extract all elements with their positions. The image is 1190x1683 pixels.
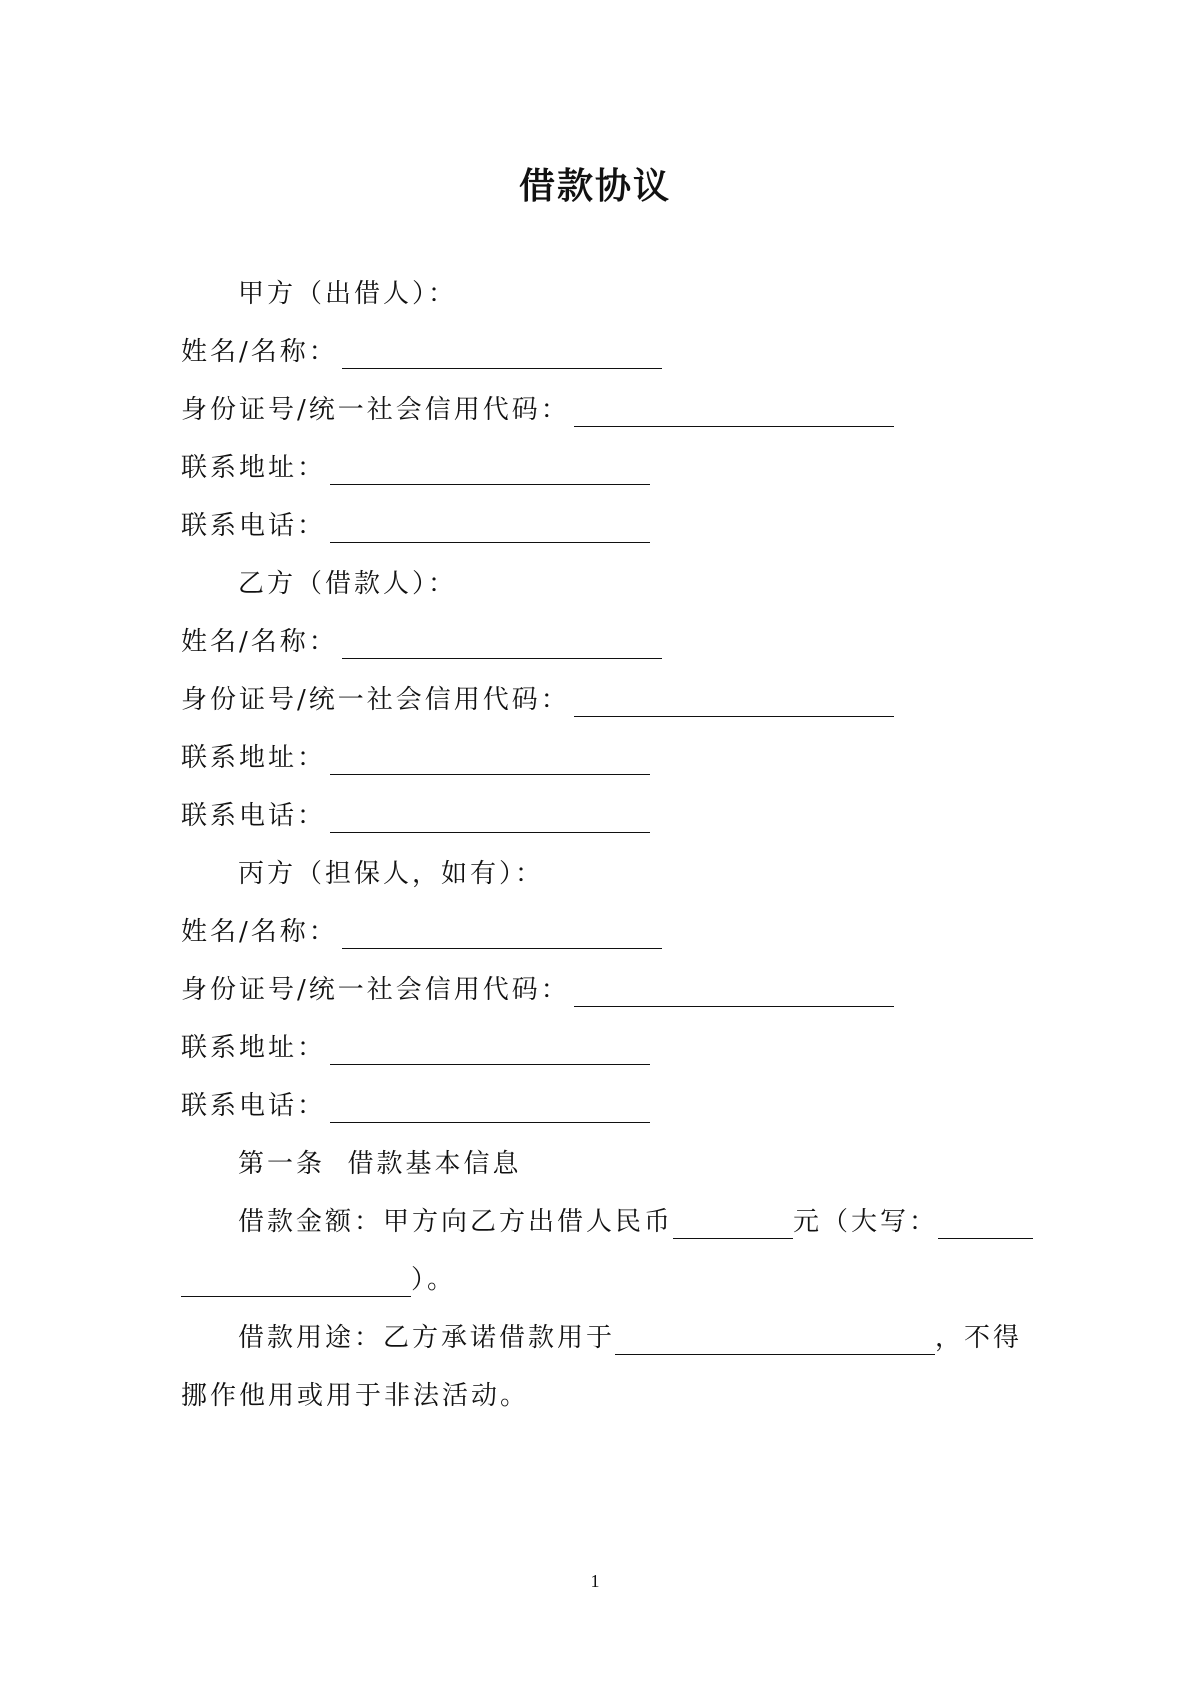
party-a-address-label: 联系地址：	[181, 453, 327, 483]
party-c-phone-field[interactable]	[330, 1094, 650, 1123]
loan-purpose-suffix: ，不得	[935, 1323, 1023, 1353]
loan-purpose-field[interactable]	[615, 1326, 935, 1355]
party-b-name-row	[181, 625, 662, 659]
party-a-phone-field[interactable]	[330, 514, 650, 543]
party-b-address-row	[181, 741, 650, 775]
party-a-name-label: 姓名/名称：	[181, 337, 338, 367]
party-c-address-field[interactable]	[330, 1036, 650, 1065]
party-c-phone-label: 联系电话：	[181, 1091, 327, 1121]
party-b-address-field[interactable]	[330, 746, 650, 775]
loan-amount-words-field-start[interactable]	[938, 1210, 1033, 1239]
party-a-id-label: 身份证号/统一社会信用代码：	[181, 395, 570, 425]
party-b-address-label: 联系地址：	[181, 743, 327, 773]
party-a-phone-label: 联系电话：	[181, 511, 327, 541]
party-c-address-row	[181, 1031, 650, 1065]
party-b-id-row	[181, 683, 894, 717]
loan-amount-words-field-end[interactable]	[181, 1268, 411, 1297]
party-b-heading: 乙方（借款人）：	[238, 569, 458, 599]
party-b-name-label: 姓名/名称：	[181, 627, 338, 657]
party-c-name-field[interactable]	[342, 920, 662, 949]
page-number: 1	[590, 1571, 600, 1591]
loan-amount-row	[238, 1205, 1033, 1239]
document-title: 借款协议	[518, 166, 671, 207]
party-b-phone-row	[181, 799, 650, 833]
party-b-phone-label: 联系电话：	[181, 801, 327, 831]
party-c-id-label: 身份证号/统一社会信用代码：	[181, 975, 570, 1005]
loan-purpose-prefix: 借款用途：乙方承诺借款用于	[238, 1323, 616, 1353]
loan-purpose-continuation: 挪作他用或用于非法活动。	[181, 1381, 530, 1411]
party-c-address-label: 联系地址：	[181, 1033, 327, 1063]
party-c-id-row	[181, 973, 894, 1007]
party-c-name-label: 姓名/名称：	[181, 917, 338, 947]
party-c-name-row	[181, 915, 662, 949]
party-b-name-field[interactable]	[342, 630, 662, 659]
party-a-heading: 甲方（出借人）：	[238, 279, 458, 309]
loan-amount-prefix: 借款金额：甲方向乙方出借人民币	[238, 1207, 674, 1237]
party-a-id-row	[181, 393, 894, 427]
party-b-id-label: 身份证号/统一社会信用代码：	[181, 685, 570, 715]
loan-amount-middle: 元（大写：	[793, 1207, 939, 1237]
party-c-id-field[interactable]	[574, 978, 894, 1007]
loan-amount-field[interactable]	[673, 1210, 793, 1239]
party-a-name-field[interactable]	[342, 340, 662, 369]
loan-amount-continuation-row	[181, 1263, 456, 1297]
party-a-address-field[interactable]	[330, 456, 650, 485]
party-a-id-field[interactable]	[574, 398, 894, 427]
party-a-address-row	[181, 451, 650, 485]
loan-purpose-row	[238, 1321, 1022, 1355]
article-1-heading: 第一条 借款基本信息	[238, 1149, 522, 1179]
loan-amount-suffix: ）。	[411, 1265, 457, 1295]
party-b-phone-field[interactable]	[330, 804, 650, 833]
party-a-phone-row	[181, 509, 650, 543]
party-c-phone-row	[181, 1089, 650, 1123]
party-a-name-row	[181, 335, 662, 369]
party-b-id-field[interactable]	[574, 688, 894, 717]
party-c-heading: 丙方（担保人，如有）：	[238, 859, 545, 889]
